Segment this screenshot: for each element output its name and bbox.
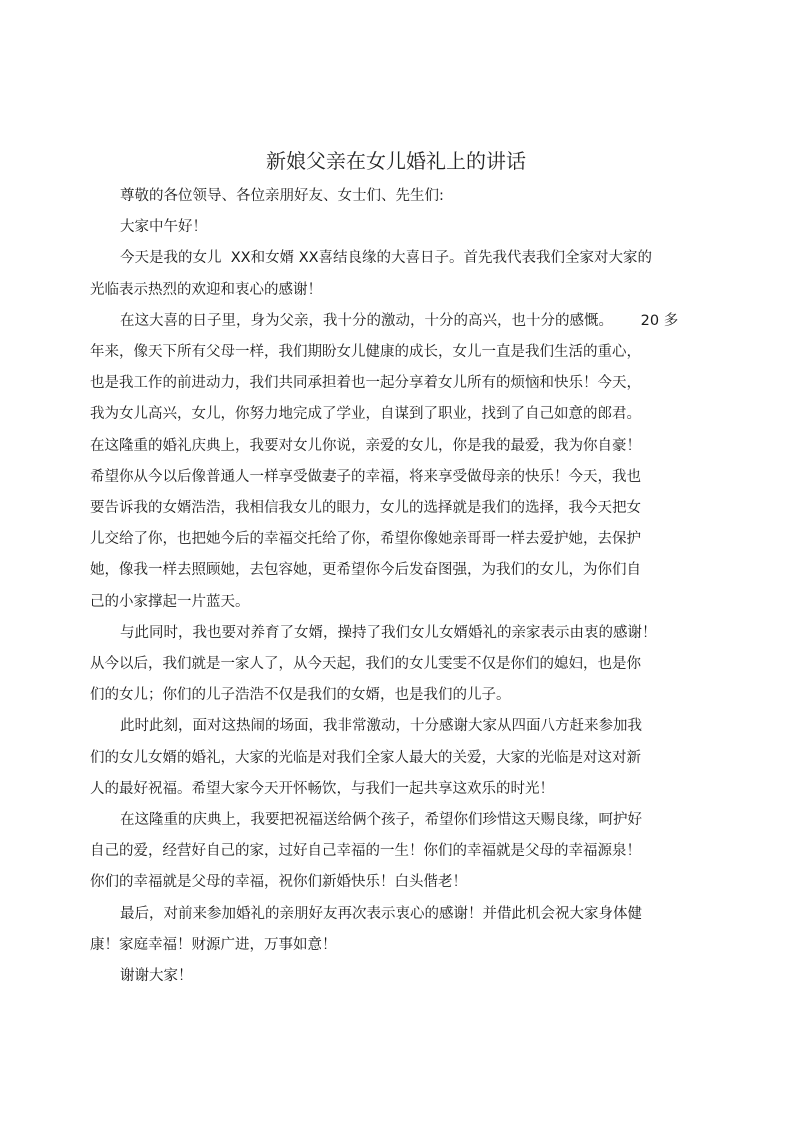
text-line: 儿交给了你，也把她今后的幸福交托给了你，希望你像她亲哥哥一样去爱护她，去保护: [90, 531, 641, 548]
text-line: 也是我工作的前进动力，我们共同承担着也一起分享着女儿所有的烦恼和快乐！今天，: [90, 375, 641, 392]
text-line: 谢谢大家！: [120, 968, 193, 984]
text-line: 尊敬的各位领导、各位亲朋好友、女士们、先生们:: [120, 188, 444, 204]
text-line: 要告诉我的女婿浩浩，我相信我女儿的眼力，女儿的选择就是我们的选择，我今天把女: [90, 500, 641, 516]
text-line: 年来，像天下所有父母一样，我们期盼女儿健康的成长，女儿一直是我们生活的重心，: [90, 344, 641, 360]
text-line: 己的小家撑起一片蓝天。: [90, 593, 250, 610]
text-line: 人的最好祝福。希望大家今天开怀畅饮，与我们一起共享这欢乐的时光！: [90, 780, 554, 797]
text-line: 在这隆重的庆典上，我要把祝福送给俩个孩子，希望你们珍惜这天赐良缘，呵护好: [120, 812, 642, 828]
text-line: 此时此刻，面对这热闹的场面，我非常激动，十分感谢大家从四面八方赶来参加我: [120, 718, 642, 735]
text-line: 自己的爱，经营好自己的家，过好自己幸福的一生！你们的幸福就是父母的幸福源泉！: [90, 843, 641, 860]
text-line: 光临表示热烈的欢迎和衷心的感谢！: [90, 281, 322, 298]
text-line: 们的女儿；你们的儿子浩浩不仅是我们的女婿，也是我们的儿子。: [90, 687, 511, 704]
text-line: 在这隆重的婚礼庆典上，我要对女儿你说，亲爱的女儿，你是我的最爱，我为你自豪！: [90, 437, 641, 454]
document-title: 新娘父亲在女儿婚礼上的讲话: [266, 149, 526, 173]
text-line: 们的女儿女婿的婚礼，大家的光临是对我们全家人最大的关爱，大家的光临是对这对新: [90, 749, 641, 766]
text-line: 康！家庭幸福！财源广进，万事如意！: [90, 936, 337, 953]
text-line: 最后，对前来参加婚礼的亲朋好友再次表示衷心的感谢！并借此机会祝大家身体健: [120, 905, 642, 922]
text-line: 与此同时，我也要对养育了女婿，操持了我们女儿女婿婚礼的亲家表示由衷的感谢！: [120, 624, 657, 641]
text-line: 你们的幸福就是父母的幸福，祝你们新婚快乐！白头偕老！: [90, 874, 467, 891]
text-line: 希望你从今以后像普通人一样享受做妻子的幸福，将来享受做母亲的快乐！今天，我也: [90, 468, 641, 485]
text-line: 她，像我一样去照顾她，去包容她，更希望你今后发奋图强，为我们的女儿，为你们自: [90, 562, 641, 579]
text-line: 从今以后，我们就是一家人了，从今天起，我们的女儿雯雯不仅是你们的媳妇，也是你: [90, 656, 641, 672]
text-line: 今天是我的女儿 XX和女婿 XX喜结良缘的大喜日子。首先我代表我们全家对大家的: [120, 250, 653, 267]
text-line: 在这大喜的日子里，身为父亲，我十分的激动，十分的高兴，也十分的感慨。 20 多: [120, 312, 679, 329]
text-line: 我为女儿高兴，女儿，你努力地完成了学业，自谋到了职业，找到了自己如意的郎君。: [90, 406, 641, 423]
text-line: 大家中午好！: [120, 219, 207, 236]
